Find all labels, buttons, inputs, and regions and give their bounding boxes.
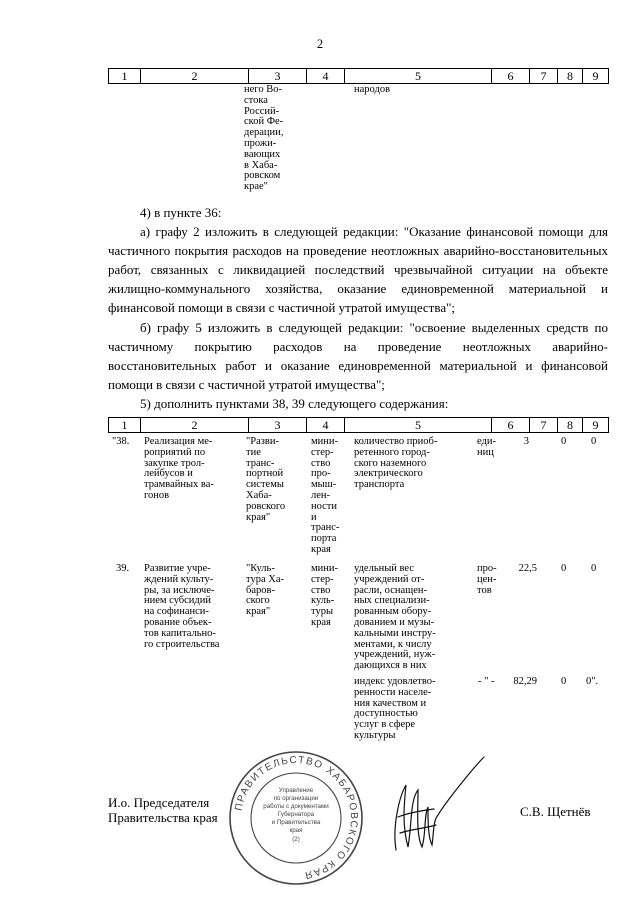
svg-text:и Правительства: и Правительства (271, 819, 321, 826)
col-header-1: 1 (109, 69, 141, 84)
svg-text:по организации: по организации (273, 795, 319, 802)
col-header-1: 1 (109, 418, 141, 433)
row39-col6: про- цен- тов (477, 563, 497, 596)
col-header-2: 2 (141, 69, 249, 84)
row38-col9: 0 (591, 436, 597, 447)
paragraph-b: б) графу 5 изложить в следующей редакции: "освоение выделенных средств по частичному покрытию расходов на проведение неотложных аварийно-восстановительных работ и оказание единовременной материальной и финансовой помощи в связи с частичной утратой имущества"; (108, 320, 608, 392)
row38-col6: еди- ниц (477, 436, 496, 458)
row39-col9: 0 (591, 563, 597, 574)
top-table-header (108, 68, 609, 84)
row39b-col8: 0 (561, 676, 567, 687)
row39b-col9: 0". (586, 676, 599, 687)
svg-text:Управление: Управление (278, 787, 314, 794)
svg-text:края: края (289, 827, 303, 834)
row38-col1: "38. (112, 436, 130, 447)
row39-col1: 39. (116, 563, 130, 574)
row38-col4: мини- стер- ство про- мыш- лен- ности и транс- порта края (311, 436, 340, 555)
top-cont-col5: народов (354, 84, 391, 95)
col-header-9: 9 (583, 69, 609, 84)
col-header-8: 8 (558, 418, 583, 433)
svg-text:работы с документами: работы с документами (263, 803, 329, 810)
row39-col8: 0 (561, 563, 567, 574)
col-header-2: 2 (141, 418, 249, 433)
row39b-col6: - " - (478, 676, 495, 687)
col-header-4: 4 (307, 418, 345, 433)
paragraph-item-5: 5) дополнить пунктами 38, 39 следующего содержания: (140, 396, 449, 411)
row38-col8: 0 (561, 436, 567, 447)
signatory-name: С.В. Щетнёв (520, 804, 591, 819)
svg-text:Губернатора: Губернатора (277, 811, 315, 818)
col-header-7: 7 (530, 418, 558, 433)
page-number: 2 (316, 37, 324, 51)
svg-text:ПРАВИТЕЛЬСТВО ХАБАРОВСКОГО КРА: ПРАВИТЕЛЬСТВО ХАБАРОВСКОГО КРАЯ (233, 754, 360, 881)
handwritten-signature (378, 755, 488, 865)
col-header-3: 3 (249, 69, 307, 84)
signatory-title: И.о. Председателя Правительства края (108, 795, 218, 825)
row38-col2: Реализация ме- роприятий по закупке трол- лейбусов и трамвайных ва- гонов (144, 436, 214, 501)
paragraph-a: а) графу 2 изложить в следующей редакции: "Оказание финансовой помощи для частичного покрытия расходов на проведение неотложных аварийно-восстановительных работ, связанных с ликвидацией последствий чрезвычайной ситуации на объекте жилищно-коммунального хозяйства, оказание единовременной материальной и финансовой помощи в связи с частичной утратой имущества"; (108, 224, 608, 315)
row39-col4: мини- стер- ство куль- туры края (311, 563, 338, 628)
row38-col7: 3 (523, 436, 529, 447)
top-cont-col3: него Во- стока Россий- ской Фе- дерации, прожи- вающих в Хаба- ровском крае" (244, 84, 284, 193)
col-header-3: 3 (249, 418, 307, 433)
col-header-4: 4 (307, 69, 345, 84)
row39-col2: Развитие учре- ждений культу- ры, за исключе- нием субсидий на софинанси- рование объек- тов капитально- го строительства (144, 563, 220, 650)
row39b-col5: индекс удовлетво- ренности населе- ния качеством и доступностью услуг в сфере культуры (354, 676, 436, 741)
col-header-6: 6 (492, 69, 530, 84)
row38-col3: "Разви- тие транс- портной системы Хаба- ровского края" (246, 436, 286, 523)
col-header-9: 9 (583, 418, 609, 433)
row39b-col7: 82,29 (513, 676, 537, 687)
col-header-6: 6 (492, 418, 530, 433)
row39-col7: 22,5 (518, 563, 537, 574)
row39-col3: "Куль- тура Ха- баров- ского края" (246, 563, 284, 618)
col-header-8: 8 (558, 69, 583, 84)
col-header-7: 7 (530, 69, 558, 84)
paragraph-item-4: 4) в пункте 36: (140, 205, 222, 220)
col-header-5: 5 (345, 418, 492, 433)
official-stamp (226, 748, 366, 888)
col-header-5: 5 (345, 69, 492, 84)
row38-col5: количество приоб- ретенного город- ского наземного электрического транспорта (354, 436, 438, 491)
row39-col5: удельный вес учреждений от- расли, оснащен- ных специализи- рованным обору- дованием и музы- кальными инстру- ментами, к числу учреждений, нуж- дающихся в них (354, 563, 436, 672)
bottom-table-header (108, 417, 609, 433)
svg-text:(2): (2) (292, 836, 300, 843)
